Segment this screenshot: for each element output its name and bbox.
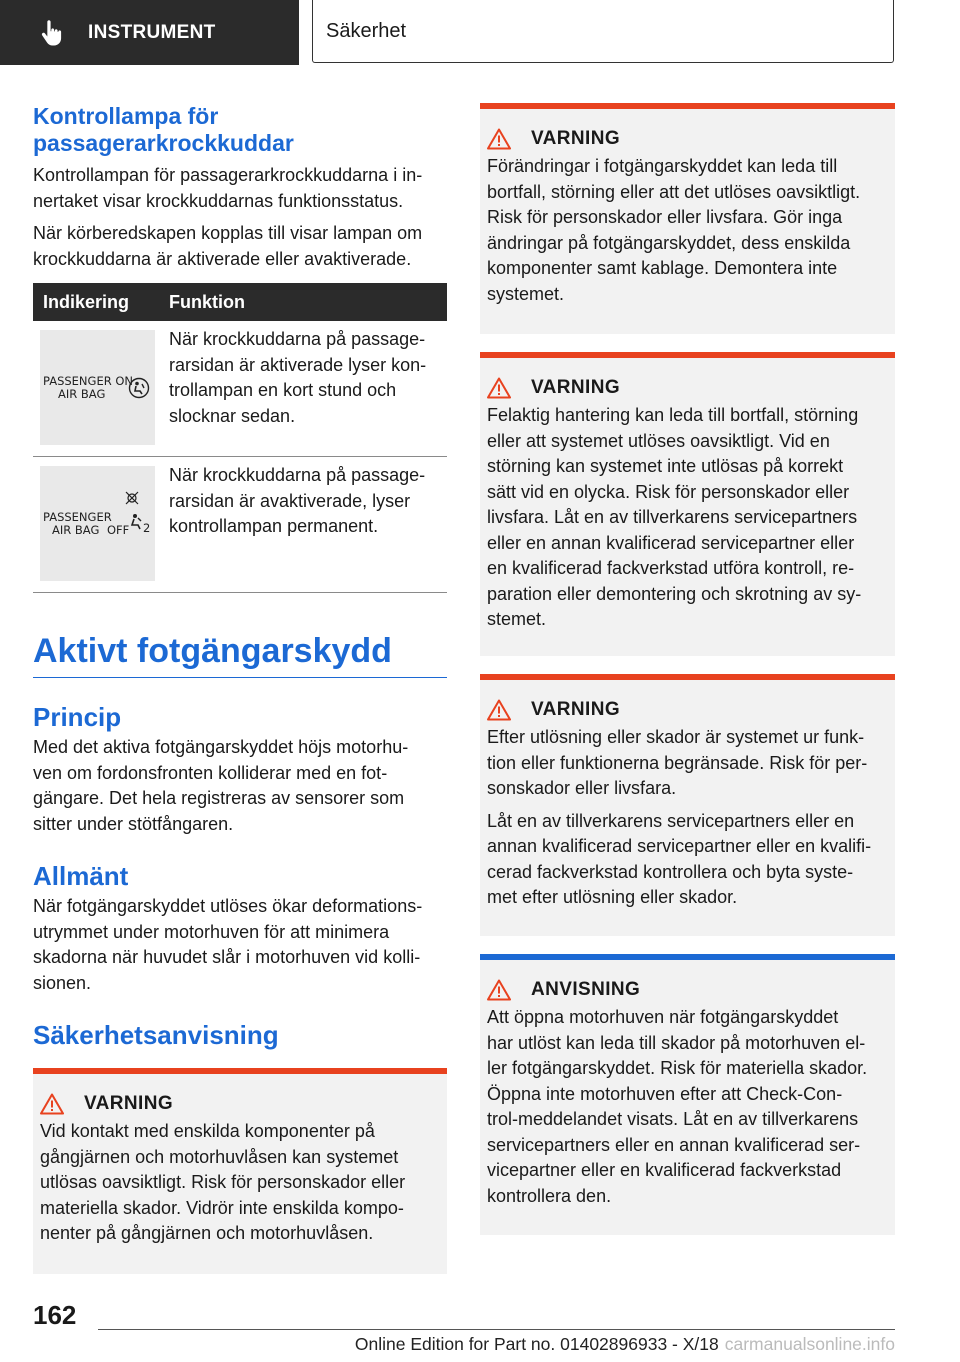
paragraph xyxy=(33,163,447,214)
crossed-airbag-icon xyxy=(124,490,140,506)
text-line: nertaket visar krockkuddarnas funktionsstatus. xyxy=(33,190,404,211)
princip-heading: Princip xyxy=(33,702,122,732)
allmant-paragraph xyxy=(33,894,447,996)
text-line: gångjärnen och motorhuvlåsen kan systemet xyxy=(40,1146,399,1167)
text-line: Kontrollampan för passagerarkrockkuddarna i in- xyxy=(33,165,423,185)
edition-footer xyxy=(280,1334,895,1355)
warning-label: VARNING xyxy=(531,127,621,149)
text-line: När fotgängarskyddet utlöses ökar deformations- xyxy=(33,896,423,916)
text-line: När körberedskapen kopplas till visar lampan om xyxy=(33,223,423,243)
notice-box xyxy=(480,954,895,1235)
page-number: 162 xyxy=(33,1300,77,1330)
warning-box xyxy=(480,352,895,656)
text-line: ven om fordonsfronten kolliderar med en fot- xyxy=(33,762,388,783)
warning-text xyxy=(487,403,889,633)
text-line: gängare. Det hela registreras av sensorer som xyxy=(33,788,405,808)
text-line: komponenter samt kablage. Demontera inte xyxy=(487,258,838,278)
warning-text xyxy=(40,1119,441,1247)
text-line: cerad fackverkstad kontrollera och byta syste- xyxy=(487,861,854,882)
warning-text xyxy=(487,725,889,802)
table-row xyxy=(33,457,447,593)
chapter-label: INSTRUMENT xyxy=(88,21,216,43)
section-label: Säkerhet xyxy=(326,19,407,42)
text-line: utlösas oavsiktligt. Risk för personskador eller xyxy=(40,1172,406,1192)
warning-text xyxy=(487,154,889,307)
table-header xyxy=(33,283,447,321)
text-line: utrymmet under motorhuven för att minimera xyxy=(33,921,390,942)
text-line: annan kvalificerad servicepartner eller en kvalifi- xyxy=(487,836,872,856)
column-header-funktion: Funktion xyxy=(169,291,245,312)
princip-paragraph xyxy=(33,735,447,837)
notice-text xyxy=(487,1005,889,1209)
text-line: paration eller demontering och skrotning av sy- xyxy=(487,583,862,604)
text-line: ler fotgängarskyddet. Risk för materiella skador. xyxy=(487,1058,868,1078)
text-line: Med det aktiva fotgängarskyddet höjs motorhu- xyxy=(33,737,409,757)
seat-airbag-icon xyxy=(128,377,150,399)
warning-box xyxy=(480,103,895,334)
text-line: Förändringar i fotgängarskyddet kan leda till xyxy=(487,156,838,176)
text-line: När krockkuddarna på passage- xyxy=(169,465,426,485)
text-line: systemet. xyxy=(487,283,565,304)
paragraph xyxy=(33,221,447,272)
footer-divider xyxy=(98,1329,895,1330)
text-line: Vid kontakt med enskilda komponenter på xyxy=(40,1121,375,1141)
text-line: rarsidan är avaktiverade, lyser xyxy=(169,490,411,511)
text-line: tion eller funktionerna begränsade. Risk för per- xyxy=(487,752,868,773)
lamp-number: 2 xyxy=(143,521,151,535)
warning-label: VARNING xyxy=(531,698,621,720)
text-line: stemet. xyxy=(487,609,547,629)
text-line: bortfall, störning eller att det utlöses oavsiktligt. xyxy=(487,181,861,202)
passenger-airbag-off-lamp-image xyxy=(40,466,155,581)
heading-line: passagerarkrockkuddar xyxy=(33,130,294,156)
text-line: kontrollampan permanent. xyxy=(169,516,379,536)
warning-triangle-icon xyxy=(487,377,511,399)
text-line: sitter under stötfångaren. xyxy=(33,813,234,834)
text-line: störning kan systemet inte utlösas på korrekt xyxy=(487,456,844,476)
warning-text xyxy=(487,809,889,911)
main-section-title: Aktivt fotgängarskydd xyxy=(33,632,392,670)
text-line: har utlöst kan leda till skador på motorhuven el- xyxy=(487,1032,866,1053)
function-description xyxy=(169,457,447,592)
warning-triangle-icon xyxy=(487,699,511,721)
title-divider xyxy=(33,677,447,678)
chapter-tab xyxy=(0,0,299,65)
text-line: Felaktig hantering kan leda till bortfall, störning xyxy=(487,405,859,425)
pointing-hand-icon xyxy=(38,19,66,47)
warning-triangle-icon xyxy=(40,1093,64,1115)
heading-line: Kontrollampa för xyxy=(33,103,219,129)
text-line: en kvalificerad fackverkstad utföra kontroll, re- xyxy=(487,558,855,578)
warning-triangle-icon xyxy=(487,979,511,1001)
edition-text: Online Edition for Part no. 01402896933 - X/18 xyxy=(354,1334,719,1354)
text-line: vicepartner eller en kvalificerad fackverkstad xyxy=(487,1160,842,1180)
right-column xyxy=(480,103,895,1235)
allmant-heading: Allmänt xyxy=(33,861,129,891)
text-line: ändringar på fotgängarskyddet, dess enskilda xyxy=(487,232,851,253)
lamp-text: AIR BAG xyxy=(52,523,100,537)
warning-label: VARNING xyxy=(531,376,621,398)
text-line: eller en annan kvalificerad servicepartner eller xyxy=(487,532,855,553)
text-line: Låt en av tillverkarens servicepartners eller en xyxy=(487,810,855,831)
notice-label: ANVISNING xyxy=(531,978,641,1000)
lamp-text: AIR BAG xyxy=(58,387,106,401)
warning-label: VARNING xyxy=(84,1092,174,1114)
watermark-text: carmanualsonline.info xyxy=(724,1334,895,1354)
text-line: trol-meddelandet visats. Låt en av tillverkarens xyxy=(487,1109,859,1129)
airbag-lamp-heading xyxy=(33,103,447,157)
text-line: kontrollera den. xyxy=(487,1185,612,1206)
function-description xyxy=(169,321,447,456)
text-line: Öppna inte motorhuven efter att Check-Con- xyxy=(487,1083,843,1104)
text-line: materiella skador. Vidrör inte enskilda kompo- xyxy=(40,1197,404,1218)
lamp-off-text: OFF xyxy=(107,523,130,537)
passenger-airbag-on-lamp-image xyxy=(40,330,155,445)
text-line: servicepartners eller en annan kvalificerad ser- xyxy=(487,1134,861,1155)
text-line: livsfara. Låt en av tillverkarens servicepartners xyxy=(487,507,858,527)
left-column xyxy=(33,103,447,1274)
text-line: slocknar sedan. xyxy=(169,405,296,426)
text-line: eller att systemet utlöses oavsiktligt. Vid en xyxy=(487,430,830,451)
text-line: krockkuddarna är aktiverade eller avaktiverade. xyxy=(33,248,412,269)
text-line: sonskador eller livsfara. xyxy=(487,778,677,798)
text-line: När krockkuddarna på passage- xyxy=(169,329,426,349)
section-header xyxy=(312,0,894,63)
indicator-table xyxy=(33,283,447,593)
lamp-text: PASSENGER xyxy=(43,510,112,524)
text-line: trollampan en kort stund och xyxy=(169,380,397,400)
text-line: Efter utlösning eller skador är systemet ur funk- xyxy=(487,727,865,747)
text-line: rarsidan är aktiverade lyser kon- xyxy=(169,354,427,375)
text-line: met efter utlösning eller skador. xyxy=(487,887,738,907)
text-line: Risk för personskador eller livsfara. Gör inga xyxy=(487,207,843,227)
text-line: skadorna när huvudet slår i motorhuven vid kolli- xyxy=(33,947,421,967)
warning-box xyxy=(33,1068,447,1274)
lamp-text: PASSENGER ON xyxy=(43,374,134,388)
text-line: sionen. xyxy=(33,972,92,993)
table-row xyxy=(33,321,447,457)
text-line: nenter på gångjärnen och motorhuvlåsen. xyxy=(40,1223,374,1243)
safety-notice-heading: Säkerhetsanvisning xyxy=(33,1020,279,1050)
warning-triangle-icon xyxy=(487,128,511,150)
text-line: sätt vid en olycka. Risk för personskador eller xyxy=(487,481,850,502)
text-line: Att öppna motorhuven när fotgängarskyddet xyxy=(487,1007,839,1027)
warning-box xyxy=(480,674,895,936)
column-header-indikering: Indikering xyxy=(43,291,130,312)
